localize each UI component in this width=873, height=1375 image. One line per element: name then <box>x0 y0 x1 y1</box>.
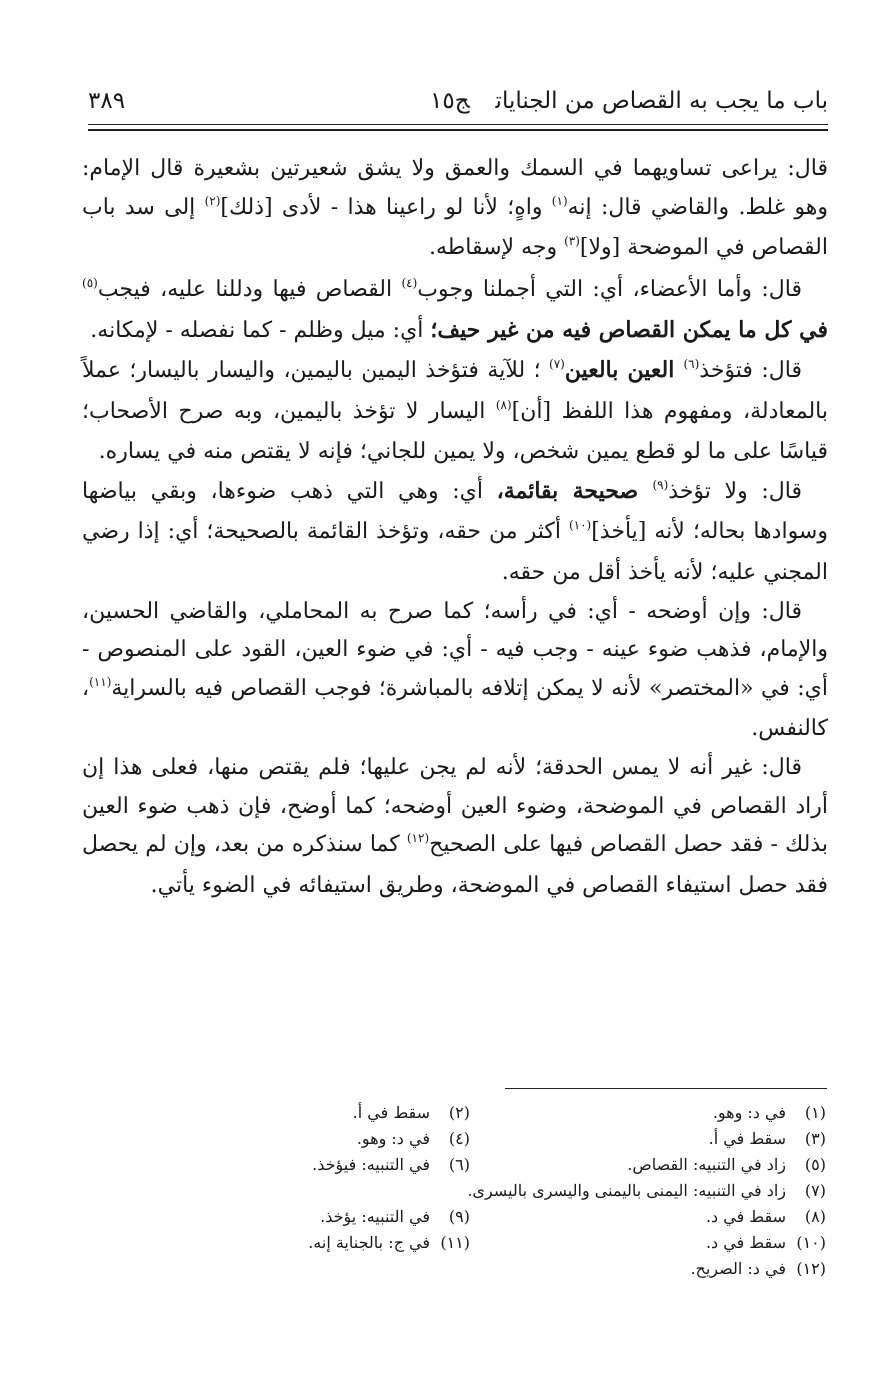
text-run: إلى سد باب القصاص في الموضحة [ولا] <box>82 194 828 261</box>
footnote-marker: (١٢) <box>406 831 430 846</box>
paragraph <box>82 749 828 905</box>
footnote <box>713 1100 826 1126</box>
text-run: قال: فتؤخذ <box>699 357 802 383</box>
text-run: قال: وأما الأعضاء، أي: التي أجملنا وجوب <box>417 276 802 302</box>
footnote-marker: (١١) <box>89 674 112 689</box>
footnote <box>709 1126 826 1152</box>
footnote-text: في د: وهو. <box>712 1103 786 1122</box>
paragraph-indent <box>802 358 828 383</box>
footnote-marker: (٤) <box>401 275 418 290</box>
footnote-marker: (٣) <box>564 234 580 249</box>
footnote-number: (٦) <box>448 1155 470 1174</box>
footnote-marker: (٩) <box>652 477 669 492</box>
footnote-text: في ج: بالجناية إنه. <box>308 1233 430 1252</box>
footnote <box>357 1126 470 1152</box>
text-run: قال: ولا تؤخذ <box>668 478 802 504</box>
text-run: قال: غير أنه لا يمس الحدقة؛ لأنه لم يجن عليها؛ فلم يقتص منها، فعلى هذا إن أراد القصاص في الموضحة، وضوء العين أوضحه؛ كما أوضح، فإن ذهب ضوء العين بذلك - فقد حصل القصاص فيها على الصحيح <box>82 754 828 858</box>
footnote-text: في د: وهو. <box>356 1129 430 1148</box>
footnote-text: في التنبيه: فيؤخذ. <box>312 1155 430 1174</box>
footnote-marker: (١) <box>551 193 568 208</box>
footnote <box>353 1100 470 1126</box>
footnote-separator <box>505 1088 827 1089</box>
paragraph-indent <box>802 479 828 504</box>
text-run: وجه لإسقاطه. <box>428 235 565 261</box>
footnote-row <box>180 1126 826 1152</box>
footnote-row <box>180 1230 826 1256</box>
text-run: قال: يراعى تساويهما في السمك والعمق ولا يشق شعيرتين بشعيرة قال الإمام: وهو غلط. والقاضي قال: إنه <box>82 156 829 220</box>
paragraph <box>82 351 828 472</box>
footnote-number: (١) <box>804 1103 826 1122</box>
footnote-number: (٢) <box>448 1103 470 1122</box>
paragraph-indent <box>802 277 828 302</box>
footnote-number: (٤) <box>448 1129 470 1148</box>
footnote-number: (٨) <box>804 1207 826 1226</box>
chapter-title-text: باب ما يجب به القصاص من الجنايات <box>495 88 828 114</box>
paragraph <box>82 593 828 749</box>
main-text <box>82 150 828 905</box>
paragraph <box>82 270 828 351</box>
text-run: ، كالنفس. <box>82 675 828 742</box>
paragraph-indent <box>802 755 828 780</box>
footnote <box>320 1204 470 1230</box>
footnote-text: سقط في أ. <box>708 1129 786 1148</box>
footnote-text: زاد في التنبيه: اليمنى باليمنى واليسرى باليسرى. <box>467 1181 786 1200</box>
paragraph-indent <box>802 599 828 624</box>
footnote-marker: (٢) <box>204 193 221 208</box>
footnote-number: (٩) <box>448 1207 470 1226</box>
bold-text: العين بالعين <box>564 356 684 383</box>
footnote-text: سقط في د. <box>705 1207 786 1226</box>
text-run: واهٍ؛ لأنا لو راعينا هذا - لأدى [ذلك] <box>220 194 552 220</box>
page-number: ٣٨٩ <box>88 88 126 114</box>
footnote <box>312 1152 470 1178</box>
text-run: ؛ للآية فتؤخذ اليمين باليمين، واليسار باليسار؛ عملاً بالمعادلة، ومفهوم هذا اللفظ [أن] <box>82 357 828 424</box>
footnote <box>706 1230 826 1256</box>
footnote <box>627 1152 826 1178</box>
footnotes <box>180 1100 826 1282</box>
text-run: كما سنذكره من بعد، وإن لم يحصل فقد حصل استيفاء القصاص في الموضحة، وطريق استيفائه في الضوء يأتي. <box>82 832 828 898</box>
paragraph <box>82 472 828 593</box>
footnote-number: (٣) <box>804 1129 826 1148</box>
chapter-title <box>430 88 828 114</box>
footnote-text: سقط في أ. <box>352 1103 430 1122</box>
footnote-marker: (٦) <box>683 356 700 371</box>
footnote-row <box>180 1204 826 1230</box>
header-rule-thin <box>88 124 828 125</box>
bold-text: في كل ما يمكن القصاص فيه من غير حيف؛ <box>430 317 828 344</box>
footnote-marker: (١٠) <box>568 518 592 533</box>
footnote-row <box>180 1152 826 1178</box>
text-run: أكثر من حقه، وتؤخذ القائمة بالصحيحة؛ أي: إذا رضي المجني عليه؛ لأنه يأخذ أقل من حقه. <box>82 519 828 585</box>
running-header <box>88 84 828 124</box>
text-run: أي: وهي التي ذهب ضوءها، وبقي بياضها وسوادها بحاله؛ لأنه [يأخذ] <box>82 478 828 545</box>
footnote-text: في د: الصريح. <box>690 1259 786 1278</box>
footnote-marker: (٧) <box>549 356 565 371</box>
footnote-row <box>180 1178 826 1204</box>
footnote-number: (٧) <box>804 1181 826 1200</box>
footnote-row <box>180 1256 826 1282</box>
footnote-text: في التنبيه: يؤخذ. <box>320 1207 430 1226</box>
footnote <box>690 1256 826 1282</box>
footnote-number: (١٠) <box>796 1233 826 1252</box>
footnote-row <box>180 1100 826 1126</box>
text-run: القصاص فيها ودللنا عليه، فيجب <box>97 276 402 302</box>
footnote-number: (٥) <box>804 1155 826 1174</box>
text-run: أي: ميل وظلم - كما نفصله - لإمكانه. <box>90 318 431 344</box>
paragraph <box>82 150 828 270</box>
footnote-number: (١١) <box>440 1233 470 1252</box>
footnote <box>467 1178 826 1204</box>
footnote-text: سقط في د. <box>705 1233 786 1252</box>
header-rule-thick <box>88 129 828 131</box>
footnote <box>308 1230 470 1256</box>
text-run: قال: وإن أوضحه - أي: في رأسه؛ كما صرح به المحاملي، والقاضي الحسين، والإمام، فذهب ضوء عينه - وجب فيه - أي: في ضوء العين، القود على المنصوص - أي: في «المختصر» لأنه لا يمكن إتلافه بالمباشرة؛ فوجب القصاص فيه بالسراية <box>82 598 828 701</box>
footnote-marker: (٥) <box>82 275 98 290</box>
bold-text: صحيحة بقائمة، <box>496 477 653 504</box>
footnote <box>706 1204 826 1230</box>
text-run: اليسار لا تؤخذ باليمين، وبه صرح الأصحاب؛ قياسًا على ما لو قطع يمين شخص، ولا يمين للجاني؛ فإنه لا يقتص منه في يساره. <box>82 398 828 465</box>
footnote-text: زاد في التنبيه: القصاص. <box>627 1155 786 1174</box>
footnote-number: (١٢) <box>796 1259 826 1278</box>
volume-label: ج١٥ <box>429 88 470 114</box>
footnote-marker: (٨) <box>495 397 512 412</box>
